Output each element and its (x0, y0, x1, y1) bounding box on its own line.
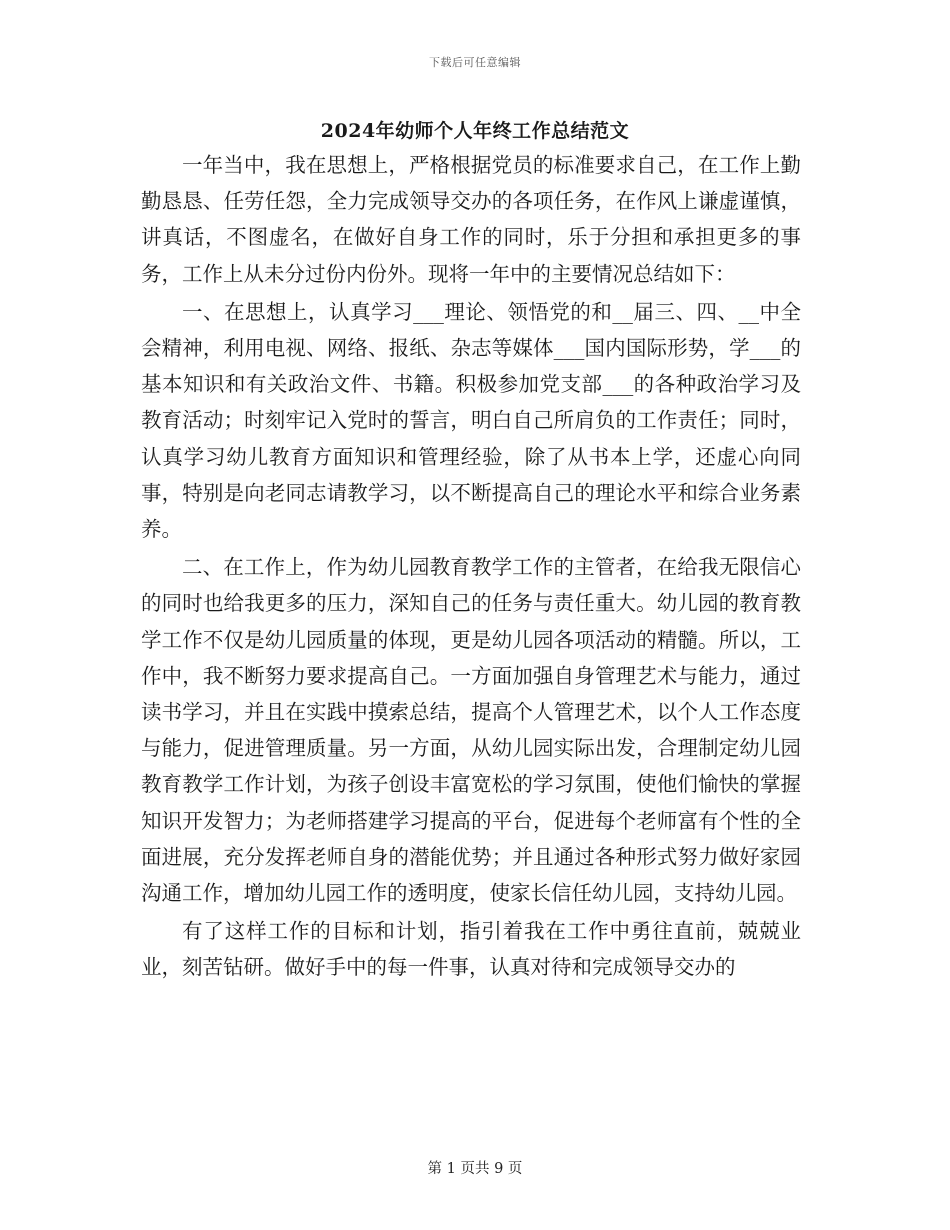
document-body (141, 147, 801, 988)
page-number: 第 1 页共 9 页 (427, 1161, 523, 1177)
paragraph-ideology: 一、在思想上，认真学习___理论、领悟党的和__届三、四、__中全会精神，利用电视、网络、报纸、杂志等媒体___国内国际形势，学___的基本知识和有关政治文件、书籍。积极参加党支部___的各种政治学习及教育活动；时刻牢记入党时的誓言，明白自己所肩负的工作责任；同时，认真学习幼儿教育方面知识和管理经验，除了从书本上学，还虚心向同事，特别是向老同志请教学习，以不断提高自己的理论水平和综合业务素养。 (141, 299, 801, 542)
paragraph-work: 二、在工作上，作为幼儿园教育教学工作的主管者，在给我无限信心的同时也给我更多的压力，深知自己的任务与责任重大。幼儿园的教育教学工作不仅是幼儿园质量的体现，更是幼儿园各项活动的精髓。所以，工作中，我不断努力要求提高自己。一方面加强自身管理艺术与能力，通过读书学习，并且在实践中摸索总结，提高个人管理艺术，以个人工作态度与能力，促进管理质量。另一方面，从幼儿园实际出发，合理制定幼儿园教育教学工作计划，为孩子创设丰富宽松的学习氛围，使他们愉快的掌握知识开发智力；为老师搭建学习提高的平台，促进每个老师富有个性的全面进展，充分发挥老师自身的潜能优势；并且通过各种形式努力做好家园沟通工作，增加幼儿园工作的透明度，使家长信任幼儿园，支持幼儿园。 (141, 555, 801, 906)
document-title: 2024年幼师个人年终工作总结范文 (320, 120, 630, 142)
paragraph-intro: 一年当中，我在思想上，严格根据党员的标准要求自己，在工作上勤勤恳恳、任劳任怨，全力完成领导交办的各项任务，在作风上谦虚谨慎，讲真话，不图虚名，在做好自身工作的同时，乐于分担和承担更多的事务，工作上从未分过份内份外。现将一年中的主要情况总结如下： (141, 153, 801, 286)
paragraph-goals: 有了这样工作的目标和计划，指引着我在工作中勇往直前，兢兢业业，刻苦钻研。做好手中的每一件事，认真对待和完成领导交办的 (141, 919, 801, 980)
page-header: 下载后可任意编辑 (429, 56, 521, 69)
